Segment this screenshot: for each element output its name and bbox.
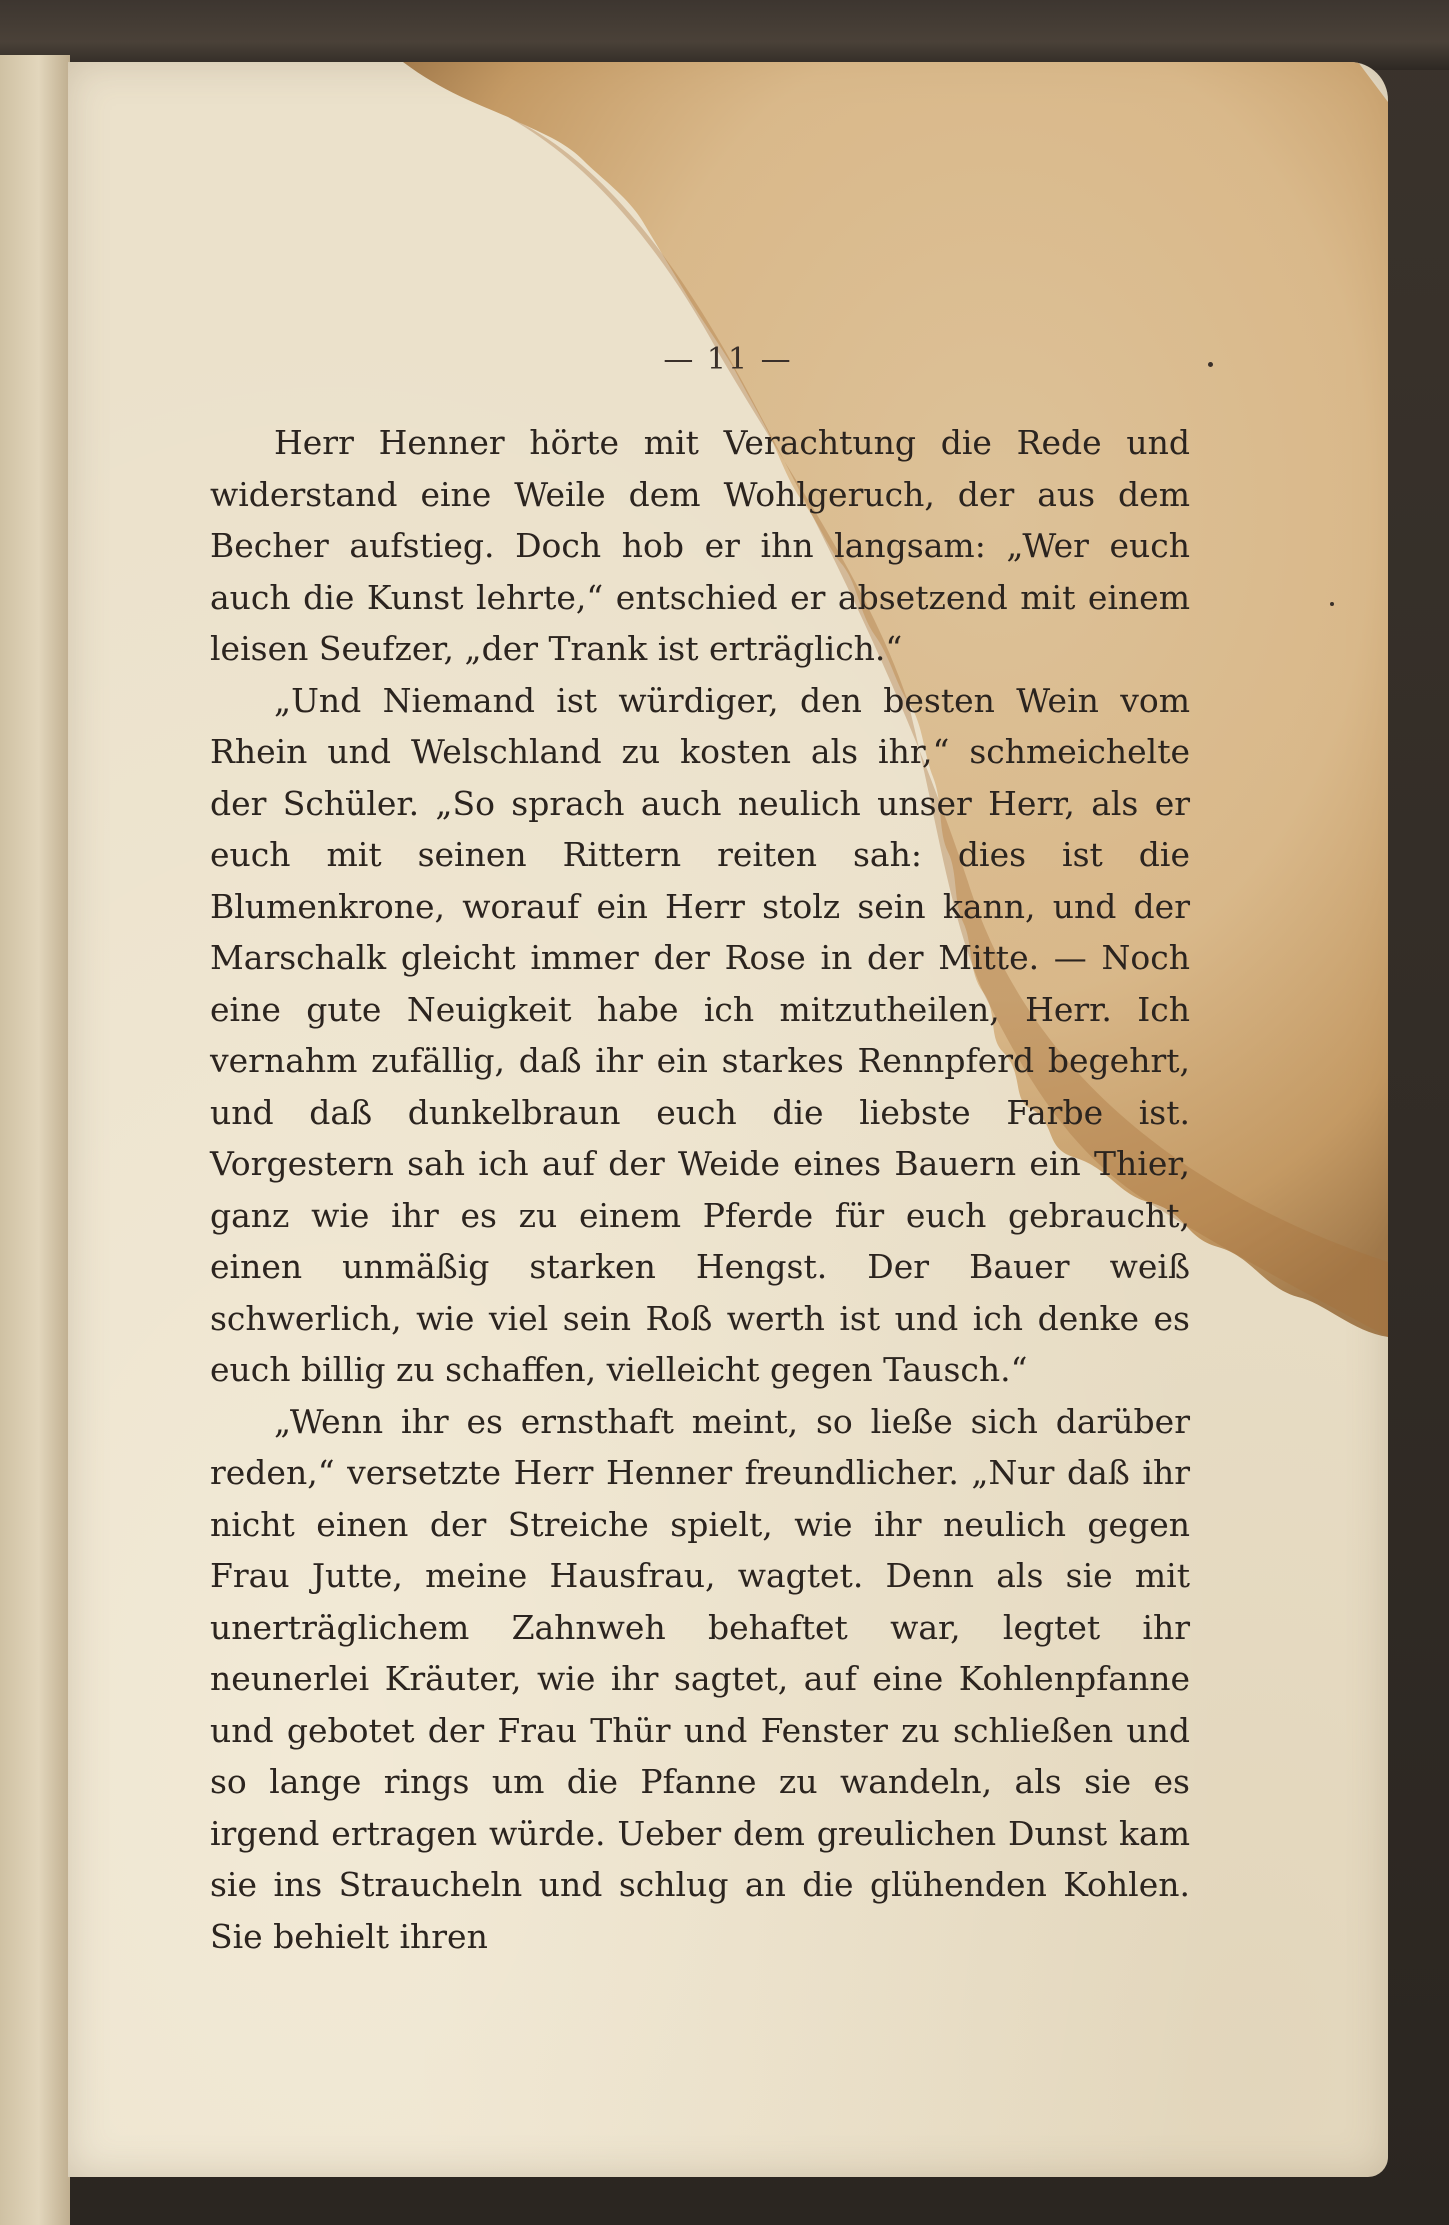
paper-speck [1330,602,1334,606]
book-cover-edge [0,0,1449,70]
page-sheet [68,62,1388,2177]
paper-speck [1208,362,1213,367]
paragraph: Herr Henner hörte mit Verachtung die Rede und widerstand eine Weile dem Wohlgeruch, der aus dem Becher aufstieg. Doch hob er ihn langsam: „Wer euch auch die Kunst lehrte,“ entschied er absetzend mit einem leisen Seufzer, „der Trank ist erträglich.“ [210,423,1190,668]
book-gutter [0,55,70,2225]
page-number: — 11 — [663,342,793,377]
body-text [210,417,1190,1962]
paragraph: „Wenn ihr es ernsthaft meint, so ließe sich darüber reden,“ versetzte Herr Henner freundlicher. „Nur daß ihr nicht einen der Streiche spielt, wie ihr neulich gegen Frau Jutte, meine Hausfrau, wagtet. Denn als sie mit unerträglichem Zahnweh behaftet war, legtet ihr neunerlei Kräuter, wie ihr sagtet, auf eine Kohlenpfanne und gebotet der Frau Thür und Fenster zu schließen und so lange rings um die Pfanne zu wandeln, als sie es irgend ertragen würde. Ueber dem greulichen Dunst kam sie ins Straucheln und schlug an die glühenden Kohlen. Sie behielt ihren [210,1401,1190,1956]
paragraph: „Und Niemand ist würdiger, den besten Wein vom Rhein und Welschland zu kosten als ihr,“ schmeichelte der Schüler. „So sprach auch neulich unser Herr, als er euch mit seinen Rittern reiten sah: dies ist die Blumenkrone, worauf ein Herr stolz sein kann, und der Marschalk gleicht immer der Rose in der Mitte. — Noch eine gute Neuigkeit habe ich mitzutheilen, Herr. Ich vernahm zufällig, daß ihr ein starkes Rennpferd begehrt, und daß dunkelbraun euch die liebste Farbe ist. Vorgestern sah ich auf der Weide eines Bauern ein Thier, ganz wie ihr es zu einem Pferde für euch gebraucht, einen unmäßig starken Hengst. Der Bauer weiß schwerlich, wie viel sein Roß werth ist und ich denke es euch billig zu schaffen, vielleicht gegen Tausch.“ [210,680,1190,1389]
